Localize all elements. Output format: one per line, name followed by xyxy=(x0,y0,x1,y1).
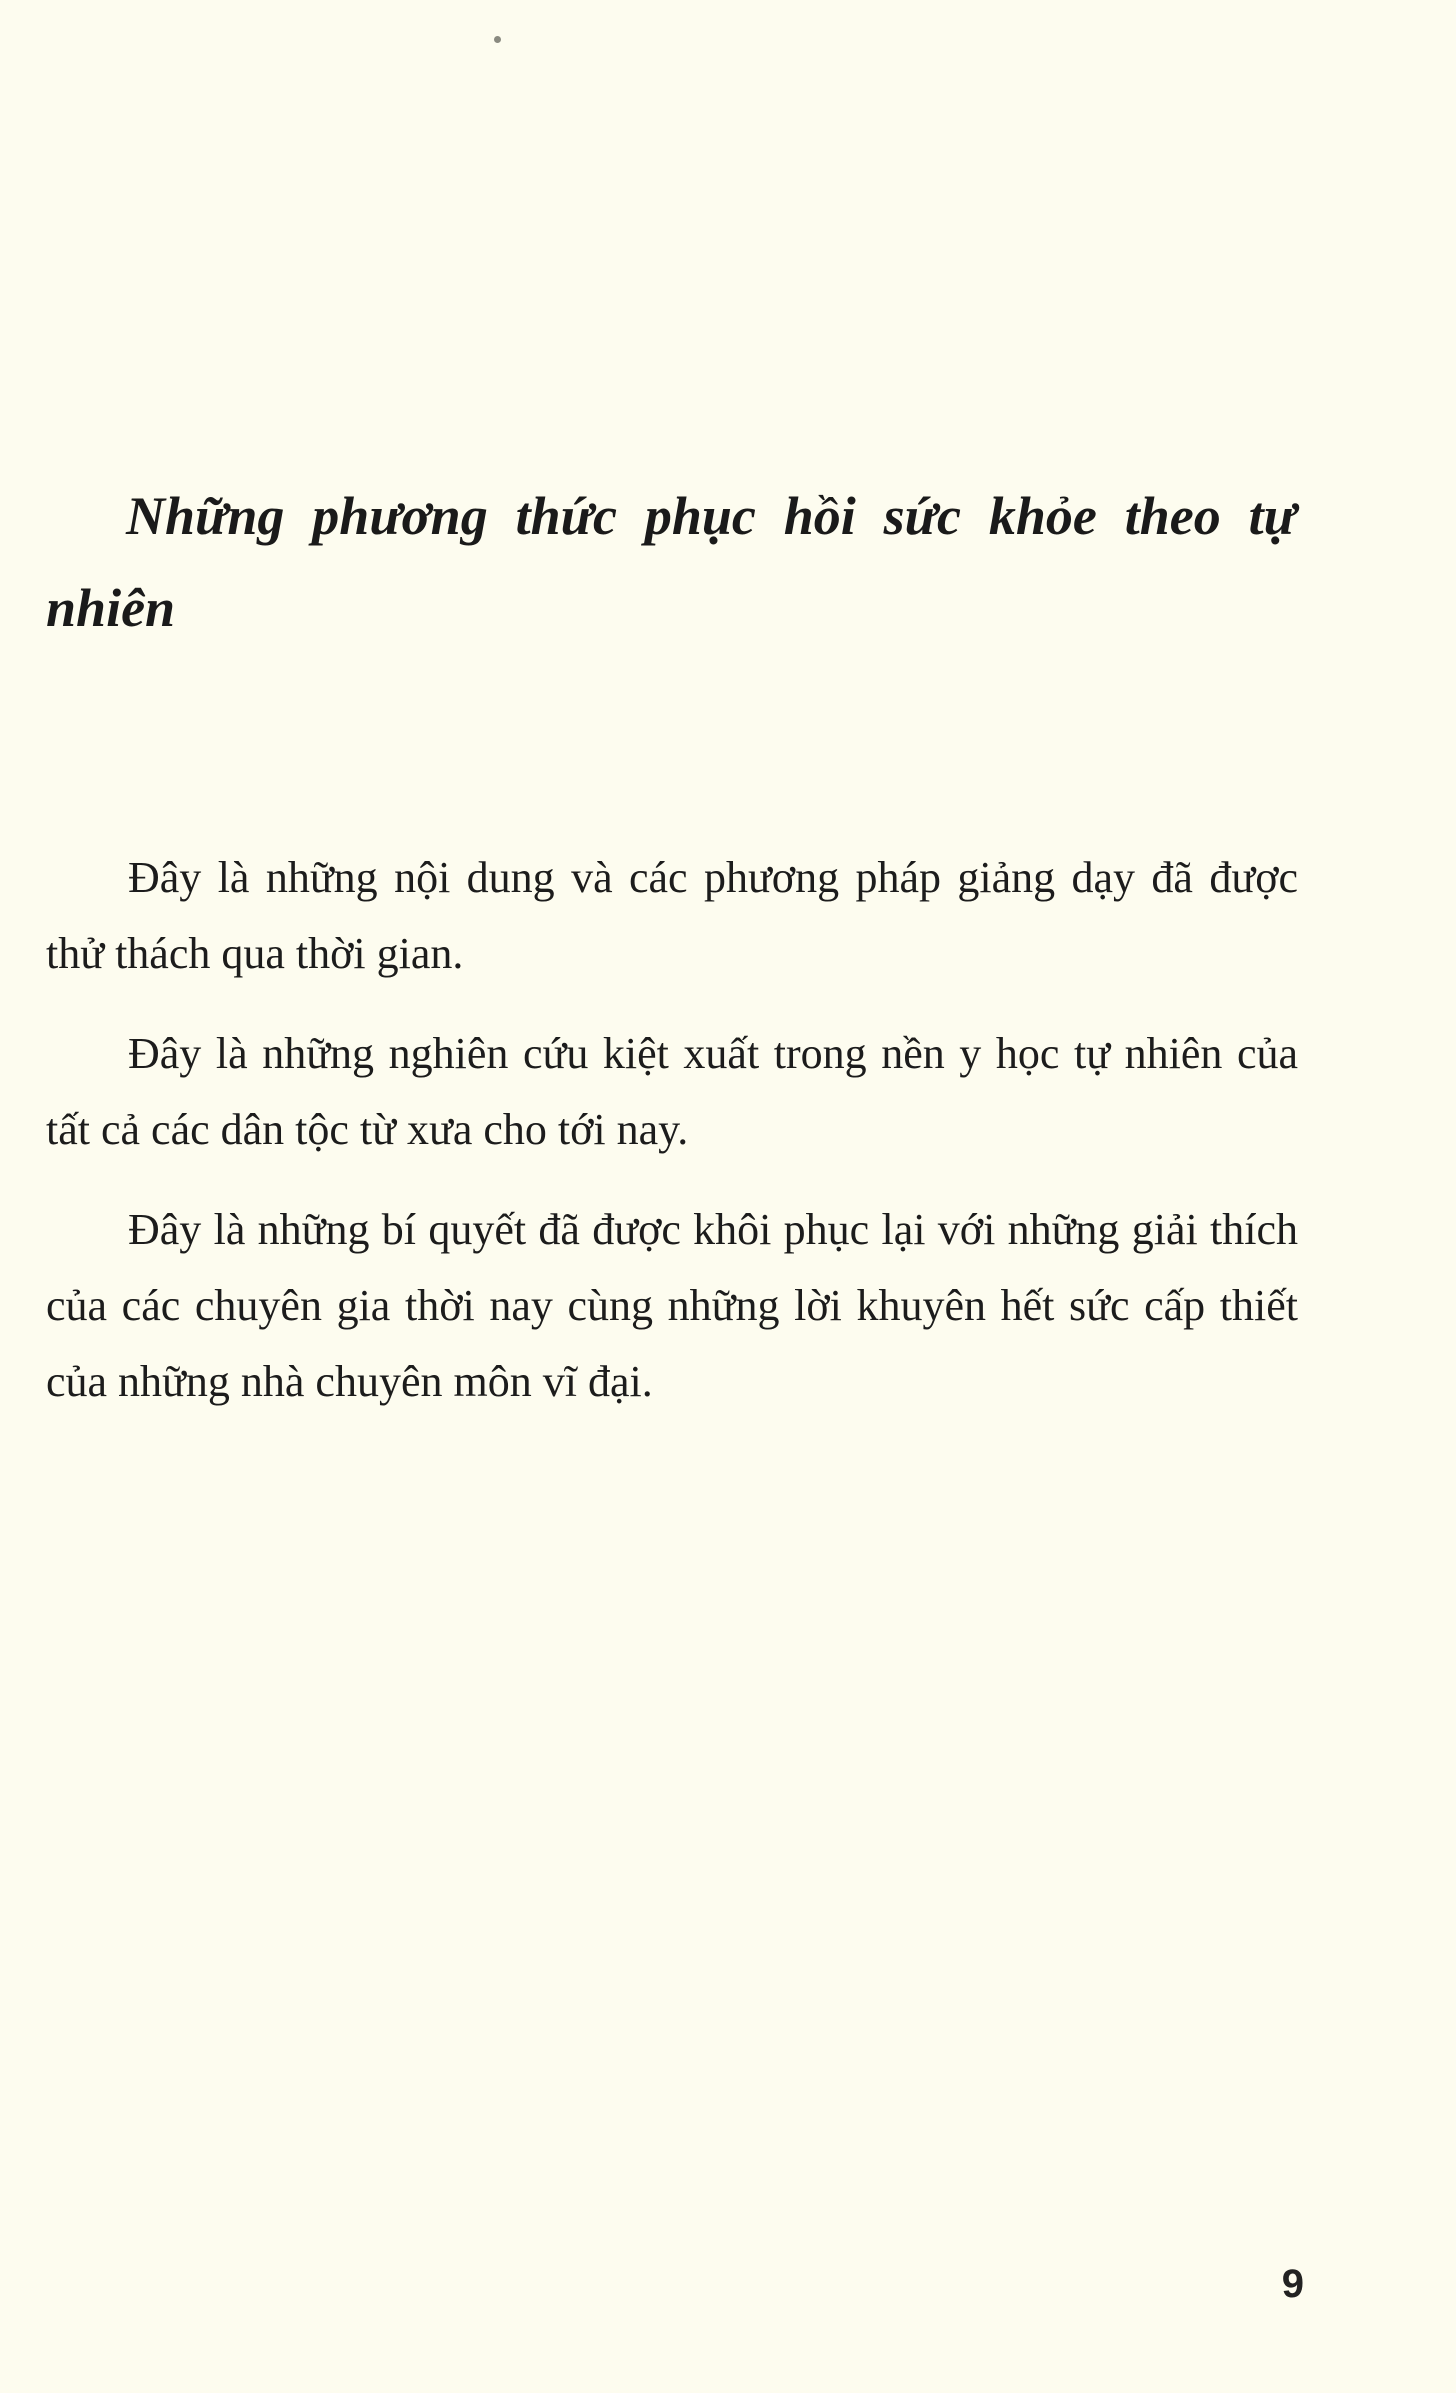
section-heading: Những phương thức phục hồi sức khỏe theo tự nhiên xyxy=(46,486,1296,638)
paragraph-1: Đây là những nội dung và các phương pháp giảng dạy đã được thử thách qua thời gian. xyxy=(46,853,1298,978)
body-text xyxy=(46,840,1298,1444)
page-number: 9 xyxy=(1281,2262,1304,2306)
print-speck xyxy=(494,36,501,43)
paragraph-2: Đây là những nghiên cứu kiệt xuất trong nền y học tự nhiên của tất cả các dân tộc từ xưa cho tới nay. xyxy=(46,1029,1298,1154)
paragraph-3: Đây là những bí quyết đã được khôi phục lại với những giải thích của các chuyên gia thời nay cùng những lời khuyên hết sức cấp thiết của những nhà chuyên môn vĩ đại. xyxy=(46,1205,1298,1406)
